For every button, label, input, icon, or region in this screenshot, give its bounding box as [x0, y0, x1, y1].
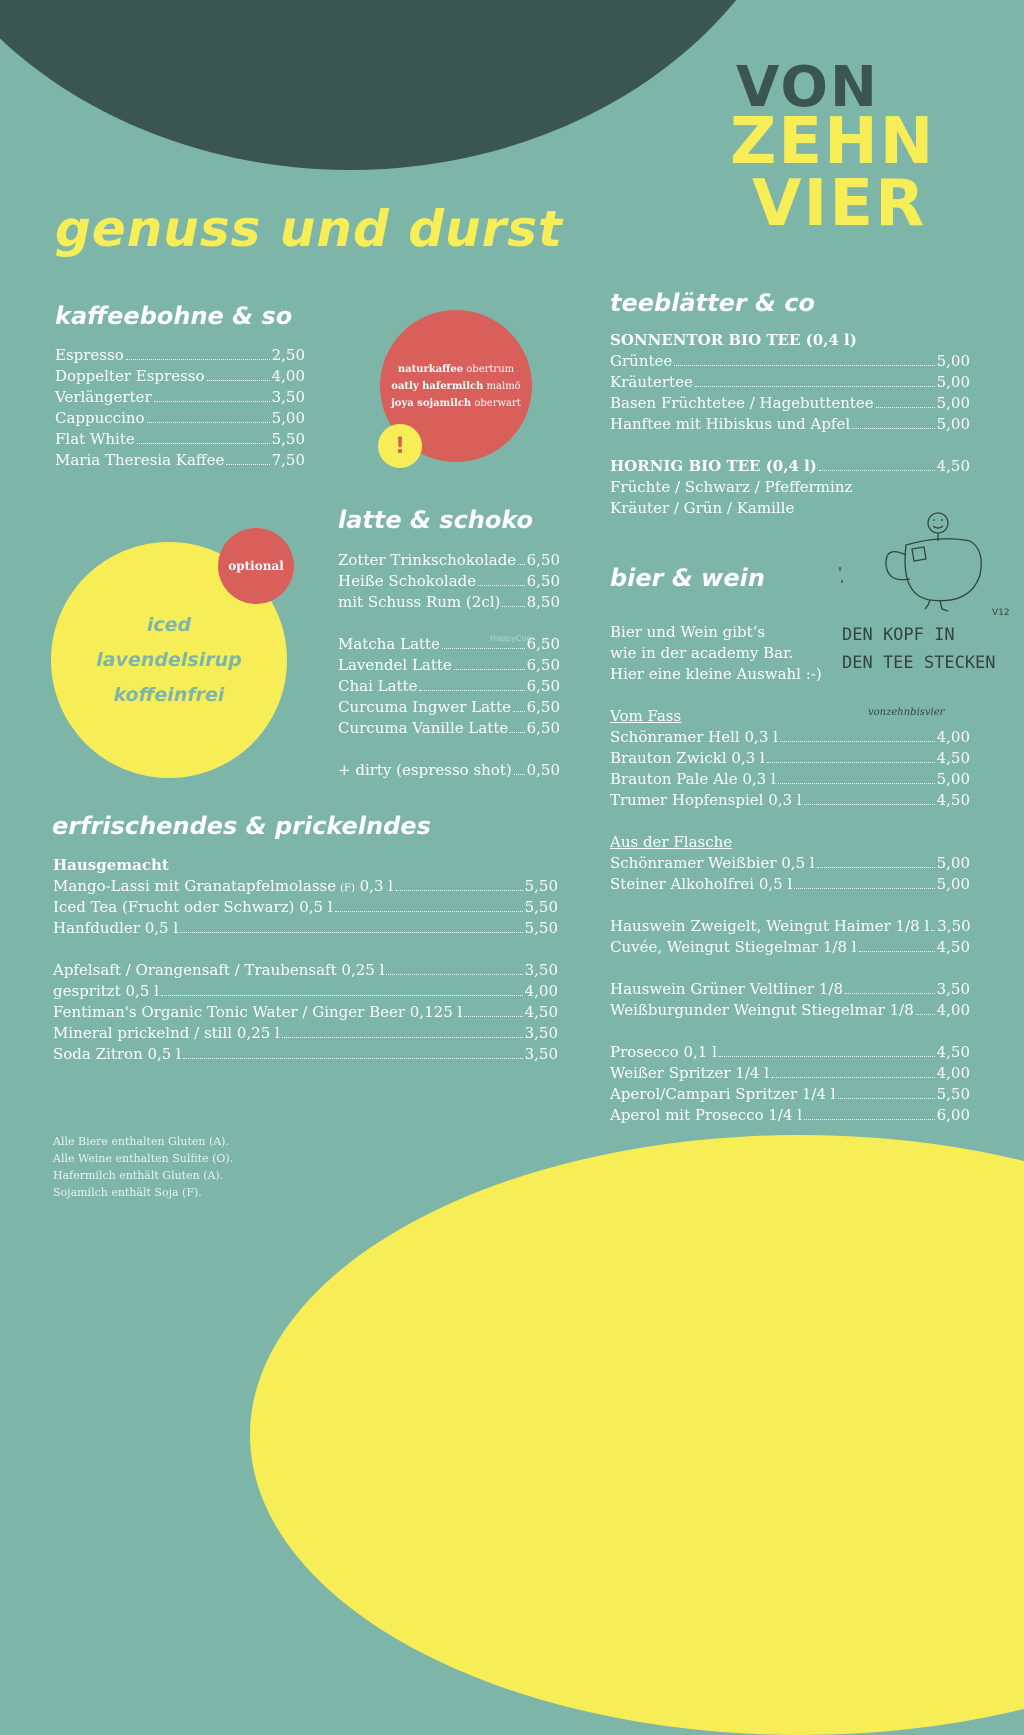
menu-item — [610, 351, 970, 372]
menu-item — [610, 853, 970, 874]
watermark: HappyCow — [490, 634, 533, 643]
leader-dots — [161, 995, 523, 996]
menu-item — [53, 918, 558, 939]
item-price: 4,50 — [936, 457, 970, 475]
menu-item — [610, 1063, 970, 1084]
item-name: Hanfdudler 0,5 l — [53, 919, 179, 937]
kaffee-heading: kaffeebohne & so — [55, 302, 293, 330]
menu-item — [53, 1023, 558, 1044]
fass-heading: Vom Fass — [610, 707, 682, 725]
hausgemacht-heading: Hausgemacht — [53, 856, 169, 874]
wein-group-2 — [610, 979, 970, 1021]
supplier-line — [391, 361, 521, 378]
item-price: 0,50 — [526, 761, 560, 779]
item-name: Steiner Alkoholfrei 0,5 l — [610, 875, 793, 893]
leader-dots — [137, 443, 270, 444]
leader-dots — [282, 1037, 523, 1038]
supplier-location: obertrum — [463, 363, 515, 375]
item-price: 3,50 — [524, 1045, 558, 1063]
allergen-line: Sojamilch enthält Soja (F). — [53, 1186, 202, 1199]
leader-dots — [780, 741, 935, 742]
leader-dots — [674, 365, 934, 366]
intro-line-2: wie in der academy Bar. — [610, 644, 794, 662]
leader-dots — [845, 993, 935, 994]
item-name: Chai Latte — [338, 677, 418, 695]
leader-dots — [454, 669, 525, 670]
supplier-list — [391, 361, 521, 412]
leader-dots — [395, 890, 523, 891]
supplier-line — [391, 395, 521, 412]
item-name: Cuvée, Weingut Stiegelmar 1/8 l — [610, 938, 857, 956]
leader-dots — [518, 564, 524, 565]
item-price: 5,50 — [524, 877, 558, 895]
leader-dots — [183, 1058, 523, 1059]
allergen-tag: (F) — [340, 883, 355, 894]
item-price: 5,00 — [936, 770, 970, 788]
leader-dots — [226, 464, 269, 465]
item-name: mit Schuss Rum (2cl) — [338, 593, 501, 611]
leader-dots — [335, 911, 523, 912]
logo-line-2: ZEHN — [730, 105, 936, 179]
item-price: 3,50 — [271, 388, 305, 406]
item-name: Matcha Latte — [338, 635, 440, 653]
menu-item — [610, 414, 970, 435]
menu-item — [610, 372, 970, 393]
spacer — [610, 811, 970, 832]
item-price: 6,50 — [526, 656, 560, 674]
supplier-line — [391, 378, 521, 395]
supplier-name: joya sojamilch — [391, 397, 472, 409]
menu-item — [53, 1002, 558, 1023]
leader-dots — [819, 470, 935, 471]
leader-dots — [180, 932, 522, 933]
exclamation-icon: ! — [378, 424, 422, 468]
menu-item — [610, 979, 970, 1000]
menu-item — [55, 450, 305, 471]
erfrischend-heading: erfrischendes & prickelndes — [52, 812, 431, 840]
item-name: Doppelter Espresso — [55, 367, 205, 385]
item-price: 4,00 — [936, 728, 970, 746]
tee-heading: teeblätter & co — [610, 289, 816, 317]
leader-dots — [817, 867, 935, 868]
doodle-text-1: DEN KOPF IN — [842, 625, 955, 645]
spacer — [610, 895, 970, 916]
menu-item — [338, 655, 560, 676]
leader-dots — [719, 1056, 935, 1057]
hornig-line-1: Früchte / Schwarz / Pfefferminz — [610, 478, 853, 496]
item-price: 4,50 — [936, 938, 970, 956]
item-price: 6,50 — [526, 572, 560, 590]
menu-item — [55, 345, 305, 366]
leader-dots — [852, 428, 934, 429]
latte-list — [338, 550, 560, 781]
item-price: 5,00 — [936, 373, 970, 391]
leader-dots — [804, 804, 935, 805]
item-name: Heiße Schokolade — [338, 572, 477, 590]
leader-dots — [442, 648, 525, 649]
item-name: Mineral prickelnd / still 0,25 l — [53, 1024, 280, 1042]
item-name: Aperol mit Prosecco 1/4 l — [610, 1106, 803, 1124]
latte-heading: latte & schoko — [338, 506, 533, 534]
item-price: 5,00 — [936, 875, 970, 893]
leader-dots — [838, 1098, 935, 1099]
item-price: 6,50 — [526, 635, 560, 653]
item-name: Aperol/Campari Spritzer 1/4 l — [610, 1085, 836, 1103]
item-name: gespritzt 0,5 l — [53, 982, 159, 1000]
menu-item — [610, 937, 970, 958]
item-name: Flat White — [55, 430, 135, 448]
leader-dots — [778, 783, 935, 784]
bier-heading: bier & wein — [610, 564, 765, 592]
menu-item — [338, 718, 560, 739]
item-name: Hanftee mit Hibiskus und Apfel — [610, 415, 851, 433]
item-price: 5,00 — [936, 415, 970, 433]
menu-item — [338, 571, 560, 592]
leader-dots — [386, 974, 522, 975]
item-name: Schönramer Weißbier 0,5 l — [610, 854, 815, 872]
item-name: Curcuma Ingwer Latte — [338, 698, 511, 716]
menu-item — [53, 876, 558, 897]
fass-items — [610, 727, 970, 811]
item-price: 3,50 — [937, 917, 971, 935]
item-price: 4,50 — [524, 1003, 558, 1021]
allergen-line: Hafermilch enthält Gluten (A). — [53, 1169, 224, 1182]
menu-item — [338, 760, 560, 781]
item-name: Zotter Trinkschokolade — [338, 551, 517, 569]
item-price: 6,50 — [526, 677, 560, 695]
menu-item — [338, 550, 560, 571]
spacer — [610, 1021, 970, 1042]
menu-item — [610, 790, 970, 811]
doodle-text-2: DEN TEE STECKEN — [842, 653, 996, 673]
spacer — [338, 613, 560, 634]
supplier-location: oberwart — [471, 397, 521, 409]
spacer — [610, 958, 970, 979]
item-name: Verlängerter — [55, 388, 152, 406]
item-price: 4,50 — [936, 1043, 970, 1061]
doodle-signature: vonzehnbisvier — [868, 707, 945, 718]
leader-dots — [207, 380, 270, 381]
item-price: 5,50 — [524, 898, 558, 916]
leader-dots — [478, 585, 524, 586]
item-name: Cappuccino — [55, 409, 145, 427]
menu-item — [610, 1105, 970, 1126]
item-name: Mango-Lassi mit Granatapfelmolasse — [53, 877, 337, 895]
menu-item — [610, 727, 970, 748]
item-price: 4,00 — [936, 1001, 970, 1019]
item-name: Maria Theresia Kaffee — [55, 451, 225, 469]
menu-item — [55, 387, 305, 408]
spacer — [610, 435, 970, 456]
item-price: 5,50 — [271, 430, 305, 448]
item-price: 6,00 — [936, 1106, 970, 1124]
supplier-location: malmö — [483, 380, 521, 392]
item-price: 5,00 — [936, 394, 970, 412]
leader-dots — [510, 732, 524, 733]
menu-item — [55, 366, 305, 387]
option-lavendelsirup: lavendelsirup — [96, 648, 242, 671]
leader-dots — [931, 930, 935, 931]
tee-list — [610, 330, 970, 519]
menu-item — [610, 1000, 970, 1021]
flasche-items — [610, 853, 970, 895]
spacer — [338, 739, 560, 760]
menu-item — [53, 897, 558, 918]
menu-item — [610, 748, 970, 769]
leader-dots — [695, 386, 935, 387]
intro-line-3: Hier eine kleine Auswahl :-) — [610, 665, 822, 683]
menu-item — [53, 1044, 558, 1065]
leader-dots — [419, 690, 524, 691]
item-name: Apfelsaft / Orangensaft / Traubensaft 0,25 l — [53, 961, 385, 979]
item-price: 4,50 — [936, 749, 970, 767]
leader-dots — [147, 422, 270, 423]
item-name: + dirty (espresso shot) — [338, 761, 512, 779]
page-title: genuss und durst — [55, 200, 563, 258]
hornig-row — [610, 456, 970, 477]
bottom-yellow-shape — [250, 1135, 1024, 1735]
menu-item — [53, 960, 558, 981]
intro-line-1: Bier und Wein gibt‘s — [610, 623, 766, 641]
item-price: 6,50 — [526, 551, 560, 569]
item-size: 0,3 l — [354, 877, 394, 895]
sonnentor-heading: SONNENTOR BIO TEE (0,4 l) — [610, 331, 857, 349]
item-price: 6,50 — [526, 698, 560, 716]
spritz-items — [610, 1042, 970, 1126]
item-name: Lavendel Latte — [338, 656, 452, 674]
leader-dots — [464, 1016, 522, 1017]
erfrischend-group-1 — [53, 876, 558, 939]
item-price: 4,50 — [936, 791, 970, 809]
item-price: 3,50 — [524, 1024, 558, 1042]
latte-group-1 — [338, 550, 560, 613]
allergen-notes — [53, 1133, 233, 1201]
allergen-line: Alle Biere enthalten Gluten (A). — [53, 1135, 229, 1148]
leader-dots — [767, 762, 935, 763]
menu-item — [610, 769, 970, 790]
erfrischend-group-2 — [53, 960, 558, 1065]
leader-dots — [771, 1077, 935, 1078]
item-name: Hauswein Zweigelt, Weingut Haimer 1/8 l — [610, 917, 930, 935]
flasche-heading: Aus der Flasche — [610, 833, 733, 851]
menu-item — [338, 697, 560, 718]
spacer — [610, 685, 970, 706]
menu-item — [55, 429, 305, 450]
wein-group-1 — [610, 916, 970, 958]
item-price: 3,50 — [524, 961, 558, 979]
item-name: Trumer Hopfenspiel 0,3 l — [610, 791, 802, 809]
item-name: HORNIG BIO TEE (0,4 l) — [610, 457, 817, 475]
item-name: Soda Zitron 0,5 l — [53, 1045, 181, 1063]
menu-item — [610, 1084, 970, 1105]
item-name: Weißer Spritzer 1/4 l — [610, 1064, 770, 1082]
doodle-initials: V12 — [992, 608, 1010, 618]
item-name: Iced Tea (Frucht oder Schwarz) 0,5 l — [53, 898, 333, 916]
bier-list — [610, 622, 970, 1126]
item-name: Schönramer Hell 0,3 l — [610, 728, 778, 746]
item-name: Prosecco 0,1 l — [610, 1043, 717, 1061]
item-name: Hauswein Grüner Veltliner 1/8 — [610, 980, 843, 998]
menu-item — [338, 676, 560, 697]
leader-dots — [126, 359, 270, 360]
allergen-line: Alle Weine enthalten Sulfite (O). — [53, 1152, 234, 1165]
item-price: 3,50 — [936, 980, 970, 998]
supplier-name: oatly hafermilch — [391, 380, 484, 392]
item-name: Brauton Pale Ale 0,3 l — [610, 770, 776, 788]
leader-dots — [502, 606, 524, 607]
item-name: Fentiman's Organic Tonic Water / Ginger Beer 0,125 l — [53, 1003, 463, 1021]
sonnentor-items — [610, 351, 970, 435]
item-name: Weißburgunder Weingut Stiegelmar 1/8 — [610, 1001, 914, 1019]
item-price: 5,00 — [936, 854, 970, 872]
option-iced: iced — [146, 613, 192, 636]
erfrischend-list — [53, 855, 558, 1065]
item-price: 2,50 — [271, 346, 305, 364]
menu-item — [610, 1042, 970, 1063]
item-name: Curcuma Vanille Latte — [338, 719, 509, 737]
leader-dots — [514, 774, 525, 775]
item-price: 4,00 — [936, 1064, 970, 1082]
menu-item — [610, 916, 970, 937]
optional-badge: optional — [218, 528, 294, 604]
top-dark-shape — [0, 0, 820, 170]
spacer — [53, 939, 558, 960]
latte-group-2 — [338, 634, 560, 739]
hornig-line-2: Kräuter / Grün / Kamille — [610, 499, 795, 517]
item-name: Grüntee — [610, 352, 673, 370]
logo-line-1: VON — [736, 55, 879, 120]
item-price: 4,00 — [271, 367, 305, 385]
menu-item — [53, 981, 558, 1002]
item-name: Espresso — [55, 346, 124, 364]
supplier-name: naturkaffee — [397, 363, 464, 375]
logo — [730, 55, 965, 245]
menu-item — [55, 408, 305, 429]
kaffee-list — [55, 345, 305, 471]
menu-item — [610, 874, 970, 895]
item-name: Brauton Zwickl 0,3 l — [610, 749, 765, 767]
item-price: 6,50 — [526, 719, 560, 737]
leader-dots — [916, 1014, 935, 1015]
item-price: 5,50 — [524, 919, 558, 937]
item-price: 5,00 — [271, 409, 305, 427]
leader-dots — [794, 888, 934, 889]
leader-dots — [859, 951, 935, 952]
item-name: Basen Früchtetee / Hagebuttentee — [610, 394, 874, 412]
leader-dots — [154, 401, 270, 402]
leader-dots — [876, 407, 935, 408]
menu-item — [338, 592, 560, 613]
leader-dots — [513, 711, 525, 712]
menu-item — [610, 393, 970, 414]
item-price: 4,00 — [524, 982, 558, 1000]
leader-dots — [804, 1119, 935, 1120]
item-price: 8,50 — [526, 593, 560, 611]
option-koffeinfrei: koffeinfrei — [113, 683, 225, 706]
item-price: 5,50 — [936, 1085, 970, 1103]
item-price: 7,50 — [271, 451, 305, 469]
item-name: Kräutertee — [610, 373, 693, 391]
logo-line-3: VIER — [752, 167, 927, 241]
item-price: 5,00 — [936, 352, 970, 370]
